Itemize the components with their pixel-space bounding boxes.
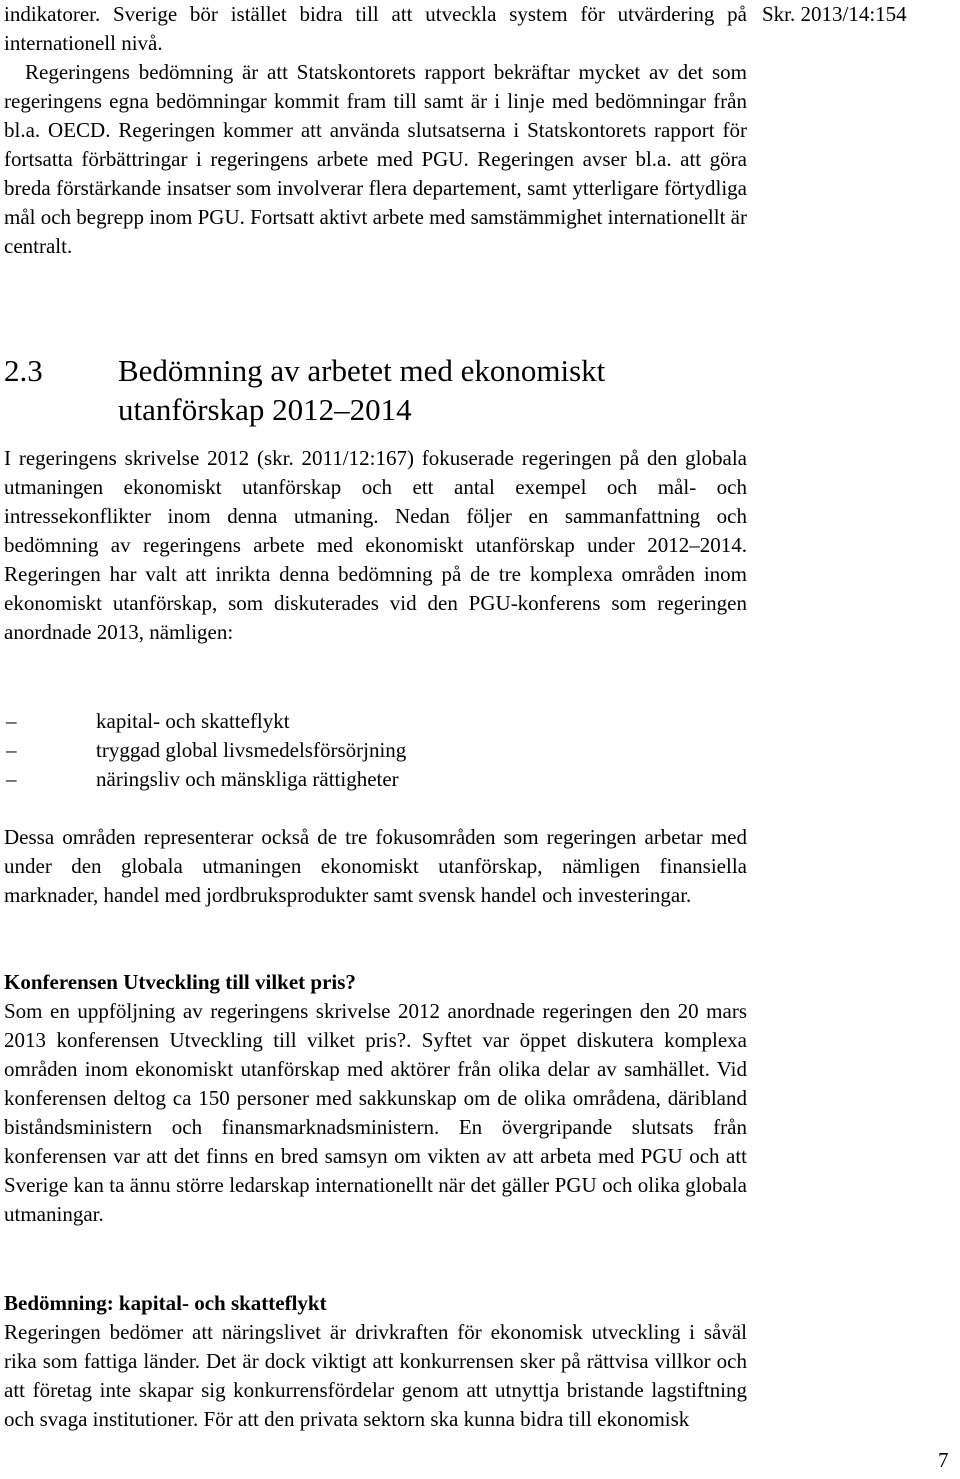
intro-block: [4, 0, 747, 261]
assessment-block: [4, 1289, 747, 1434]
dash-marker: –: [6, 709, 17, 733]
dash-marker: –: [6, 738, 17, 762]
section-paragraph: I regeringens skrivelse 2012 (skr. 2011/12:167) fokuserade regeringen på den globala utmaningen ekonomiskt utanförskap och ett antal exempel och mål- och intressekonflikter inom denna utmaning. Nedan följer en sammanfattning och bedömning av regeringens arbete med ekonomiskt utanförskap under 2012–2014. Regeringen har valt att inrikta denna bedömning på de tre komplexa områden inom ekonomiskt utanförskap, som diskuterades vid den PGU-konferens som regeringen anordnade 2013, nämligen:: [4, 446, 747, 644]
conference-heading: Konferensen Utveckling till vilket pris?: [4, 970, 356, 994]
section-body: [4, 444, 747, 647]
list-item: [4, 736, 747, 765]
section-title-line-2: utanförskap 2012–2014: [118, 392, 412, 427]
section-heading: [4, 351, 747, 429]
list-item: [4, 765, 747, 794]
document-reference: Skr. 2013/14:154: [762, 2, 907, 26]
dash-marker: –: [6, 767, 17, 791]
assessment-heading: Bedömning: kapital- och skatteflykt: [4, 1291, 327, 1315]
section-title-line-1: Bedömning av arbetet med ekonomiskt: [118, 353, 606, 388]
list-item-text: kapital- och skatteflykt: [96, 709, 290, 733]
intro-paragraph-1: indikatorer. Sverige bör istället bidra till att utveckla system för utvärdering på internationell nivå.: [4, 2, 747, 55]
intro-paragraph-2: Regeringens bedömning är att Statskontorets rapport bekräftar mycket av det som regeringens egna bedömningar kommit fram till samt är i linje med bedömningar från bl.a. OECD. Regeringen kommer att använda slutsatserna i Statskontorets rapport för fortsatta förbättringar i regeringens arbete med PGU. Regeringen avser bl.a. att göra breda förstärkande insatser som involverar flera departement, samt ytterligare förtydliga mål och begrepp inom PGU. Fortsatt aktivt arbete med samstämmighet internationellt är centralt.: [4, 60, 747, 258]
focus-areas-paragraph: Dessa områden representerar också de tre fokusområden som regeringen arbetar med under den globala utmaningen ekonomiskt utanförskap, nämligen finansiella marknader, handel med jordbruksprodukter samt svensk handel och investeringar.: [4, 825, 747, 907]
conference-block: [4, 968, 747, 1229]
list-item-text: tryggad global livsmedelsförsörjning: [96, 738, 407, 762]
assessment-paragraph: Regeringen bedömer att näringslivet är drivkraften för ekonomisk utveckling i såväl rika som fattiga länder. Det är dock viktigt att konkurrensen sker på rättvisa villkor och att företag inte skapar sig konkurrensfördelar genom att utnyttja bristande lagstiftning och svaga institutioner. För att den privata sektorn ska kunna bidra till ekonomisk: [4, 1320, 747, 1431]
section-number: 2.3: [4, 353, 43, 388]
focus-area-list: [4, 707, 747, 794]
conference-paragraph: Som en uppföljning av regeringens skrivelse 2012 anordnade regeringen den 20 mars 2013 konferensen Utveckling till vilket pris?. Syftet var öppet diskutera komplexa områden inom ekonomiskt utanförskap med aktörer från olika delar av samhället. Vid konferensen deltog ca 150 personer med sakkunskap om de olika områdena, däribland biståndsministern och finansmarknadsministern. En övergripande slutsats från konferensen var att det finns en bred samsyn om vikten av att arbeta med PGU och att Sverige kan ta ännu större ledarskap internationellt när det gäller PGU och olika globala utmaningar.: [4, 999, 747, 1226]
list-item: [4, 707, 747, 736]
focus-areas-paragraph-block: [4, 823, 747, 910]
page-number: 7: [938, 1448, 949, 1472]
section-title: [118, 351, 747, 429]
list-item-text: näringsliv och mänskliga rättigheter: [96, 767, 399, 791]
